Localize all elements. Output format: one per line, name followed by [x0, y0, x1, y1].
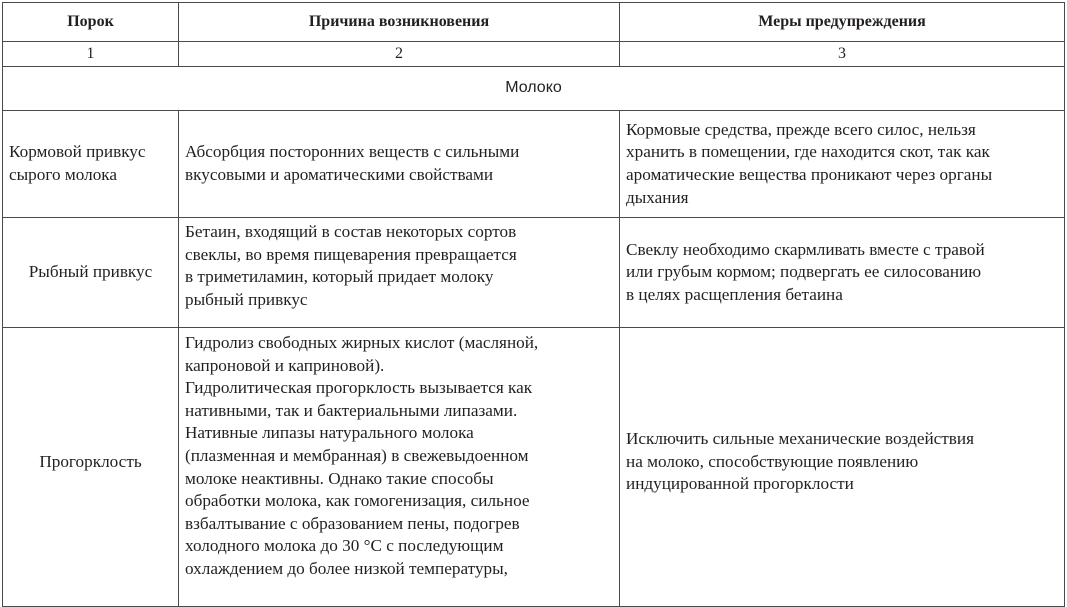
- defect-text: сырого молока: [9, 165, 118, 184]
- defect-text: Прогорклость: [39, 451, 142, 471]
- section-title: Молоко: [3, 67, 1065, 111]
- cause-text: Нативные липазы натурального молока: [185, 423, 474, 443]
- measures-text: ароматические вещества проникают через органы: [626, 165, 993, 184]
- measures-text: Исключить сильные механические воздействия: [626, 429, 975, 449]
- cause-cell: [179, 328, 620, 607]
- header-cause: Причина возникновения: [179, 3, 620, 42]
- cause-text: (плазменная и мембранная) в свежевыдоенном: [185, 445, 529, 465]
- defect-cell: [3, 218, 179, 328]
- header-defect: Порок: [3, 3, 179, 42]
- measures-text: в целях расщепления бетаина: [626, 284, 843, 304]
- measures-text: индуцированной прогорклости: [626, 474, 854, 494]
- cause-text: взбалтывание с образованием пены, подогрев: [185, 513, 520, 533]
- cause-text: Гидролиз свободных жирных кислот (масляной,: [185, 333, 539, 352]
- cause-cell: [179, 111, 620, 218]
- table-row: [3, 111, 1065, 218]
- measures-text: дыхания: [626, 187, 689, 207]
- table-row: [3, 218, 1065, 328]
- column-number-row: [3, 42, 1065, 67]
- cause-text: капроновой и каприновой).: [185, 355, 385, 375]
- measures-cell: [620, 218, 1065, 328]
- measures-cell: [620, 328, 1065, 607]
- defect-text: Кормовой привкус: [9, 142, 146, 162]
- measures-text: Свеклу необходимо скармливать вместе с травой: [626, 239, 985, 259]
- measures-text: Кормовые средства, прежде всего силос, нельзя: [626, 119, 976, 139]
- column-number-2: 2: [179, 42, 620, 67]
- cause-text: охлаждением до более низкой температуры,: [185, 558, 508, 578]
- measures-text: хранить в помещении, где находится скот, так как: [626, 142, 990, 162]
- defects-table: [2, 2, 1065, 607]
- header-row: [3, 3, 1065, 42]
- defect-text: Рыбный привкус: [28, 262, 153, 282]
- cause-text: обработки молока, как гомогенизация, сильное: [185, 491, 530, 511]
- cause-text: вкусовыми и ароматическими свойствами: [185, 165, 494, 184]
- column-number-1: 1: [3, 42, 179, 67]
- measures-cell: [620, 111, 1065, 218]
- section-row: [3, 67, 1065, 111]
- cause-text: Гидролитическая прогорклость вызывается как: [185, 378, 533, 398]
- defect-cell: [3, 111, 179, 218]
- cause-text: холодного молока до 30 °С с последующим: [185, 536, 504, 556]
- measures-text: на молоко, способствующие появлению: [626, 451, 919, 471]
- measures-text: или грубым кормом; подвергать ее силосованию: [626, 262, 982, 282]
- cause-cell: [179, 218, 620, 328]
- cause-text: нативными, так и бактериальными липазами.: [185, 400, 518, 420]
- cause-text: молоке неактивны. Однако такие способы: [185, 468, 494, 488]
- header-measures: Меры предупреждения: [620, 3, 1065, 42]
- column-number-3: 3: [620, 42, 1065, 67]
- defect-cell: [3, 328, 179, 607]
- cause-text: свеклы, во время пищеварения превращается: [185, 244, 517, 264]
- cause-text: Абсорбция посторонних веществ с сильными: [185, 142, 520, 162]
- cause-text: рыбный привкус: [185, 289, 308, 309]
- cause-text: Бетаин, входящий в состав некоторых сортов: [185, 222, 517, 241]
- table-row: [3, 328, 1065, 607]
- cause-text: в триметиламин, который придает молоку: [185, 267, 494, 287]
